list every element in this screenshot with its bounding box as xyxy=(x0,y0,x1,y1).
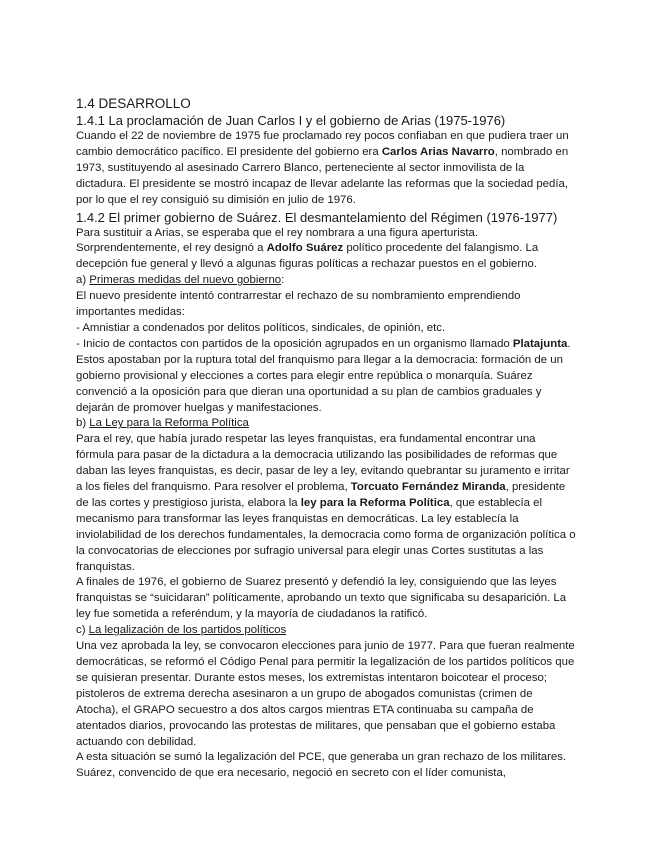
text-run: político procedente del falangismo. La decepción fue general y llevó a algunas figuras políticas a rechazar puestos en el gobierno. xyxy=(76,242,539,271)
bold-name-arias: Carlos Arias Navarro xyxy=(381,145,495,158)
paragraph-referendum: A finales de 1976, el gobierno de Suarez presentó y defendió la ley, consiguiendo que las leyes franquistas se “suicidaran” políticamente, aprobando un texto que significaba su desaparición. La ley fue sometida a referéndum, y la mayoría de ciudadanos la ratificó. xyxy=(76,576,567,621)
text-run: , presidente de las cortes y prestigioso jurista, elabora la xyxy=(76,481,566,509)
subheading-label: Primeras medidas del nuevo gobierno xyxy=(89,274,282,287)
paragraph-arias xyxy=(76,129,576,209)
paragraph-reforma xyxy=(76,432,576,575)
text-run: , que establecía el mecanismo para transformar las leyes franquistas en democráticas. La ley establecía la inviolabilidad de los derechos fundamentales, la democracia como forma de organización política o la convocatorias de elecciones por sufragio universal para elegir unas Cortes sustitutas a las franquistas. xyxy=(76,496,576,573)
subheading-c xyxy=(76,623,576,639)
document-body xyxy=(76,95,576,782)
subheading-suffix: : xyxy=(281,274,285,287)
subheading-b xyxy=(76,416,576,432)
heading-1-4-1: 1.4.1 La proclamación de Juan Carlos I y el gobierno de Arias (1975-1976) xyxy=(76,113,506,128)
text-run: Cuando el 22 de noviembre de 1975 fue proclamado rey pocos confiaban en que pudiera traer un cambio democrático pacífico. El presidente del gobierno era xyxy=(76,130,569,158)
paragraph-suarez-intro xyxy=(76,226,576,274)
bold-name-torcuato: Torcuato Fernández Miranda xyxy=(350,481,506,494)
bold-name-suarez: Adolfo Suárez xyxy=(266,242,344,255)
subheading-prefix: c) xyxy=(76,624,89,637)
text-run: , nombrado en 1973, sustituyendo al asesinado Carrero Blanco, perteneciente al sector inmovilista de la dictadura. El presidente se mostró incapaz de llevar adelante las reformas que la sociedad pedía, por lo que el rey consiguió su dimisión en julio de 1976. xyxy=(76,145,569,206)
subheading-prefix: a) xyxy=(76,274,90,287)
text-run: Para el rey, que había jurado respetar las leyes franquistas, era fundamental encontrar una fórmula para pasar de la dictadura a la democracia utilizando las posibilidades de reformas que daban las leyes franquistas, es decir, pasar de ley a ley, evitando quebrantar su juramento e irritar a los fieles del franquismo. Para resolver el problema, xyxy=(76,433,570,494)
text-run: - Inicio de contactos con partidos de la oposición agrupados en un organismo llamado xyxy=(76,337,513,350)
subheading-a xyxy=(76,273,576,289)
text-run: . Estos apostaban por la ruptura total del franquismo para llegar a la democracia: formación de un gobierno provisional y elecciones a cortes para elegir entre república o monarquía. Suárez convenció a la oposición para que dieran una oportunidad a su plan de cambios graduales y dejarán de promover huelgas y manifestaciones. xyxy=(76,337,571,414)
paragraph-platajunta xyxy=(76,337,576,417)
bold-term-ley-reforma: ley para la Reforma Política xyxy=(300,496,450,509)
subheading-prefix: b) xyxy=(76,417,90,430)
paragraph-medidas: El nuevo presidente intentó contrarrestar el rechazo de su nombramiento emprendiendo importantes medidas: xyxy=(76,290,521,319)
paragraph-elecciones: Una vez aprobada la ley, se convocaron elecciones para junio de 1977. Para que fueran realmente democráticas, se reformó el Código Penal para permitir la legalización de los partidos políticos que se quisieran presentar. Durante estos meses, los extremistas intentaron boicotear el proceso; pistoleros de extrema derecha asesinaron a un grupo de abogados comunistas (crimen de Atocha), el GRAPO secuestro a dos altos cargos mientras ETA continuaba su campaña de atentados diarios, provocando las protestas de militares, que pensaban que el gobierno estaba actuando con debilidad. xyxy=(76,640,575,748)
paragraph-amnistia: - Amnistiar a condenados por delitos políticos, sindicales, de opinión, etc. xyxy=(76,321,446,334)
heading-1-4-2: 1.4.2 El primer gobierno de Suárez. El desmantelamiento del Régimen (1976-1977) xyxy=(76,209,558,225)
bold-term-platajunta: Platajunta xyxy=(512,337,568,350)
text-run: Para sustituir a Arias, se esperaba que el rey nombrara a una figura aperturista. Sorprendentemente, el rey designó a xyxy=(76,226,479,255)
paragraph-pce: A esta situación se sumó la legalización del PCE, que generaba un gran rechazo de los militares. Suárez, convencido de que era necesario, negoció en secreto con el líder comunista, xyxy=(76,751,567,780)
section-title: 1.4 DESARROLLO xyxy=(76,96,191,111)
subheading-label: La legalización de los partidos políticos xyxy=(88,624,287,637)
subheading-label: La Ley para la Reforma Política xyxy=(89,417,249,430)
